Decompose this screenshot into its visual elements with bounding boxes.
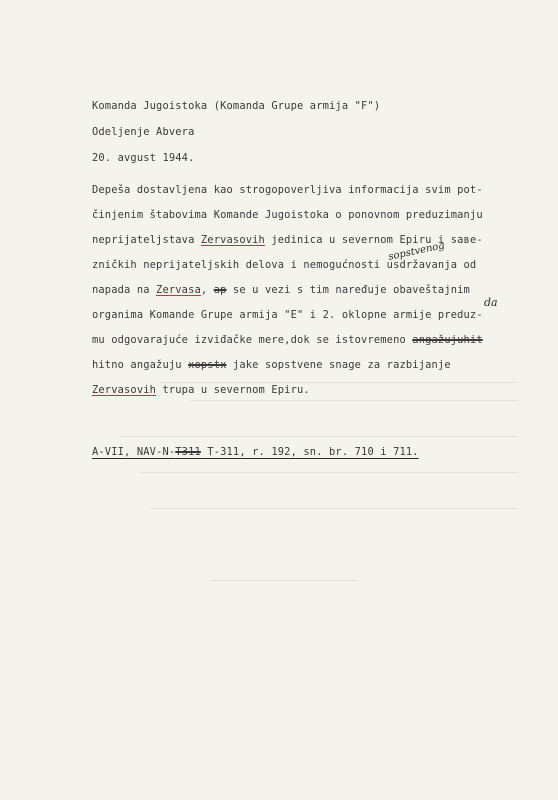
body-line: Depeša dostavljena kao strogopoverljiva informacija svim pot- [92,184,483,196]
handwritten-insertion: da [484,296,498,309]
underlined-name: Zervasovih [92,384,157,396]
underlined-name: Zervasa [156,284,201,296]
bleed-through [160,382,518,383]
bleed-through [210,580,358,581]
handwritten-insertion: sopstvenog [387,240,446,263]
text-span: jake sopstvene snage za razbijanje [226,359,451,371]
text-span: neprijateljstava [92,234,201,246]
text-span: mu odgovarajuće izviđačke mere,dok se istovremeno [92,334,413,346]
text-span: A-VII, NAV-N- [92,446,176,458]
header-command: Komanda Jugoistoka (Komanda Grupe armija "F") [92,100,381,112]
bleed-through [150,508,518,509]
body-line [92,284,470,296]
text-span: se u vezi s tim naređuje obaveštajnim [226,284,470,296]
text-span: trupa u severnom Epiru. [156,384,310,396]
struck-text: angažujuhit [412,334,483,346]
body-line: organima Komande Grupe armija "E" i 2. oklopne armije preduz- [92,309,483,321]
bleed-through [190,400,518,401]
body-line [92,384,310,396]
archive-reference [92,446,419,458]
text-span: hitno angažuju [92,359,189,371]
text-span: , [200,284,214,296]
body-line: činjenim štabovima Komande Jugoistoka o ponovnom preduzimanju [92,209,483,221]
body-line [92,359,451,371]
header-date: 20. avgust 1944. [92,152,195,164]
bleed-through [140,472,518,473]
text-span: jedinica u severnom Epiru i saве- [264,234,483,246]
struck-text: ap [213,284,227,296]
body-line [92,334,483,346]
bleed-through [120,436,518,437]
underlined-name: Zervasovih [200,234,265,246]
body-line: zničkih neprijateljskih delova i nemogućnosti usdržavanja od [92,259,477,271]
struck-text: xopstx [188,359,227,371]
header-department: Odeljenje Abvera [92,126,195,138]
struck-text: T311 [175,446,201,458]
text-span: napada na [92,284,157,296]
text-span: T-311, r. 192, sn. br. 710 i 711. [200,446,419,458]
